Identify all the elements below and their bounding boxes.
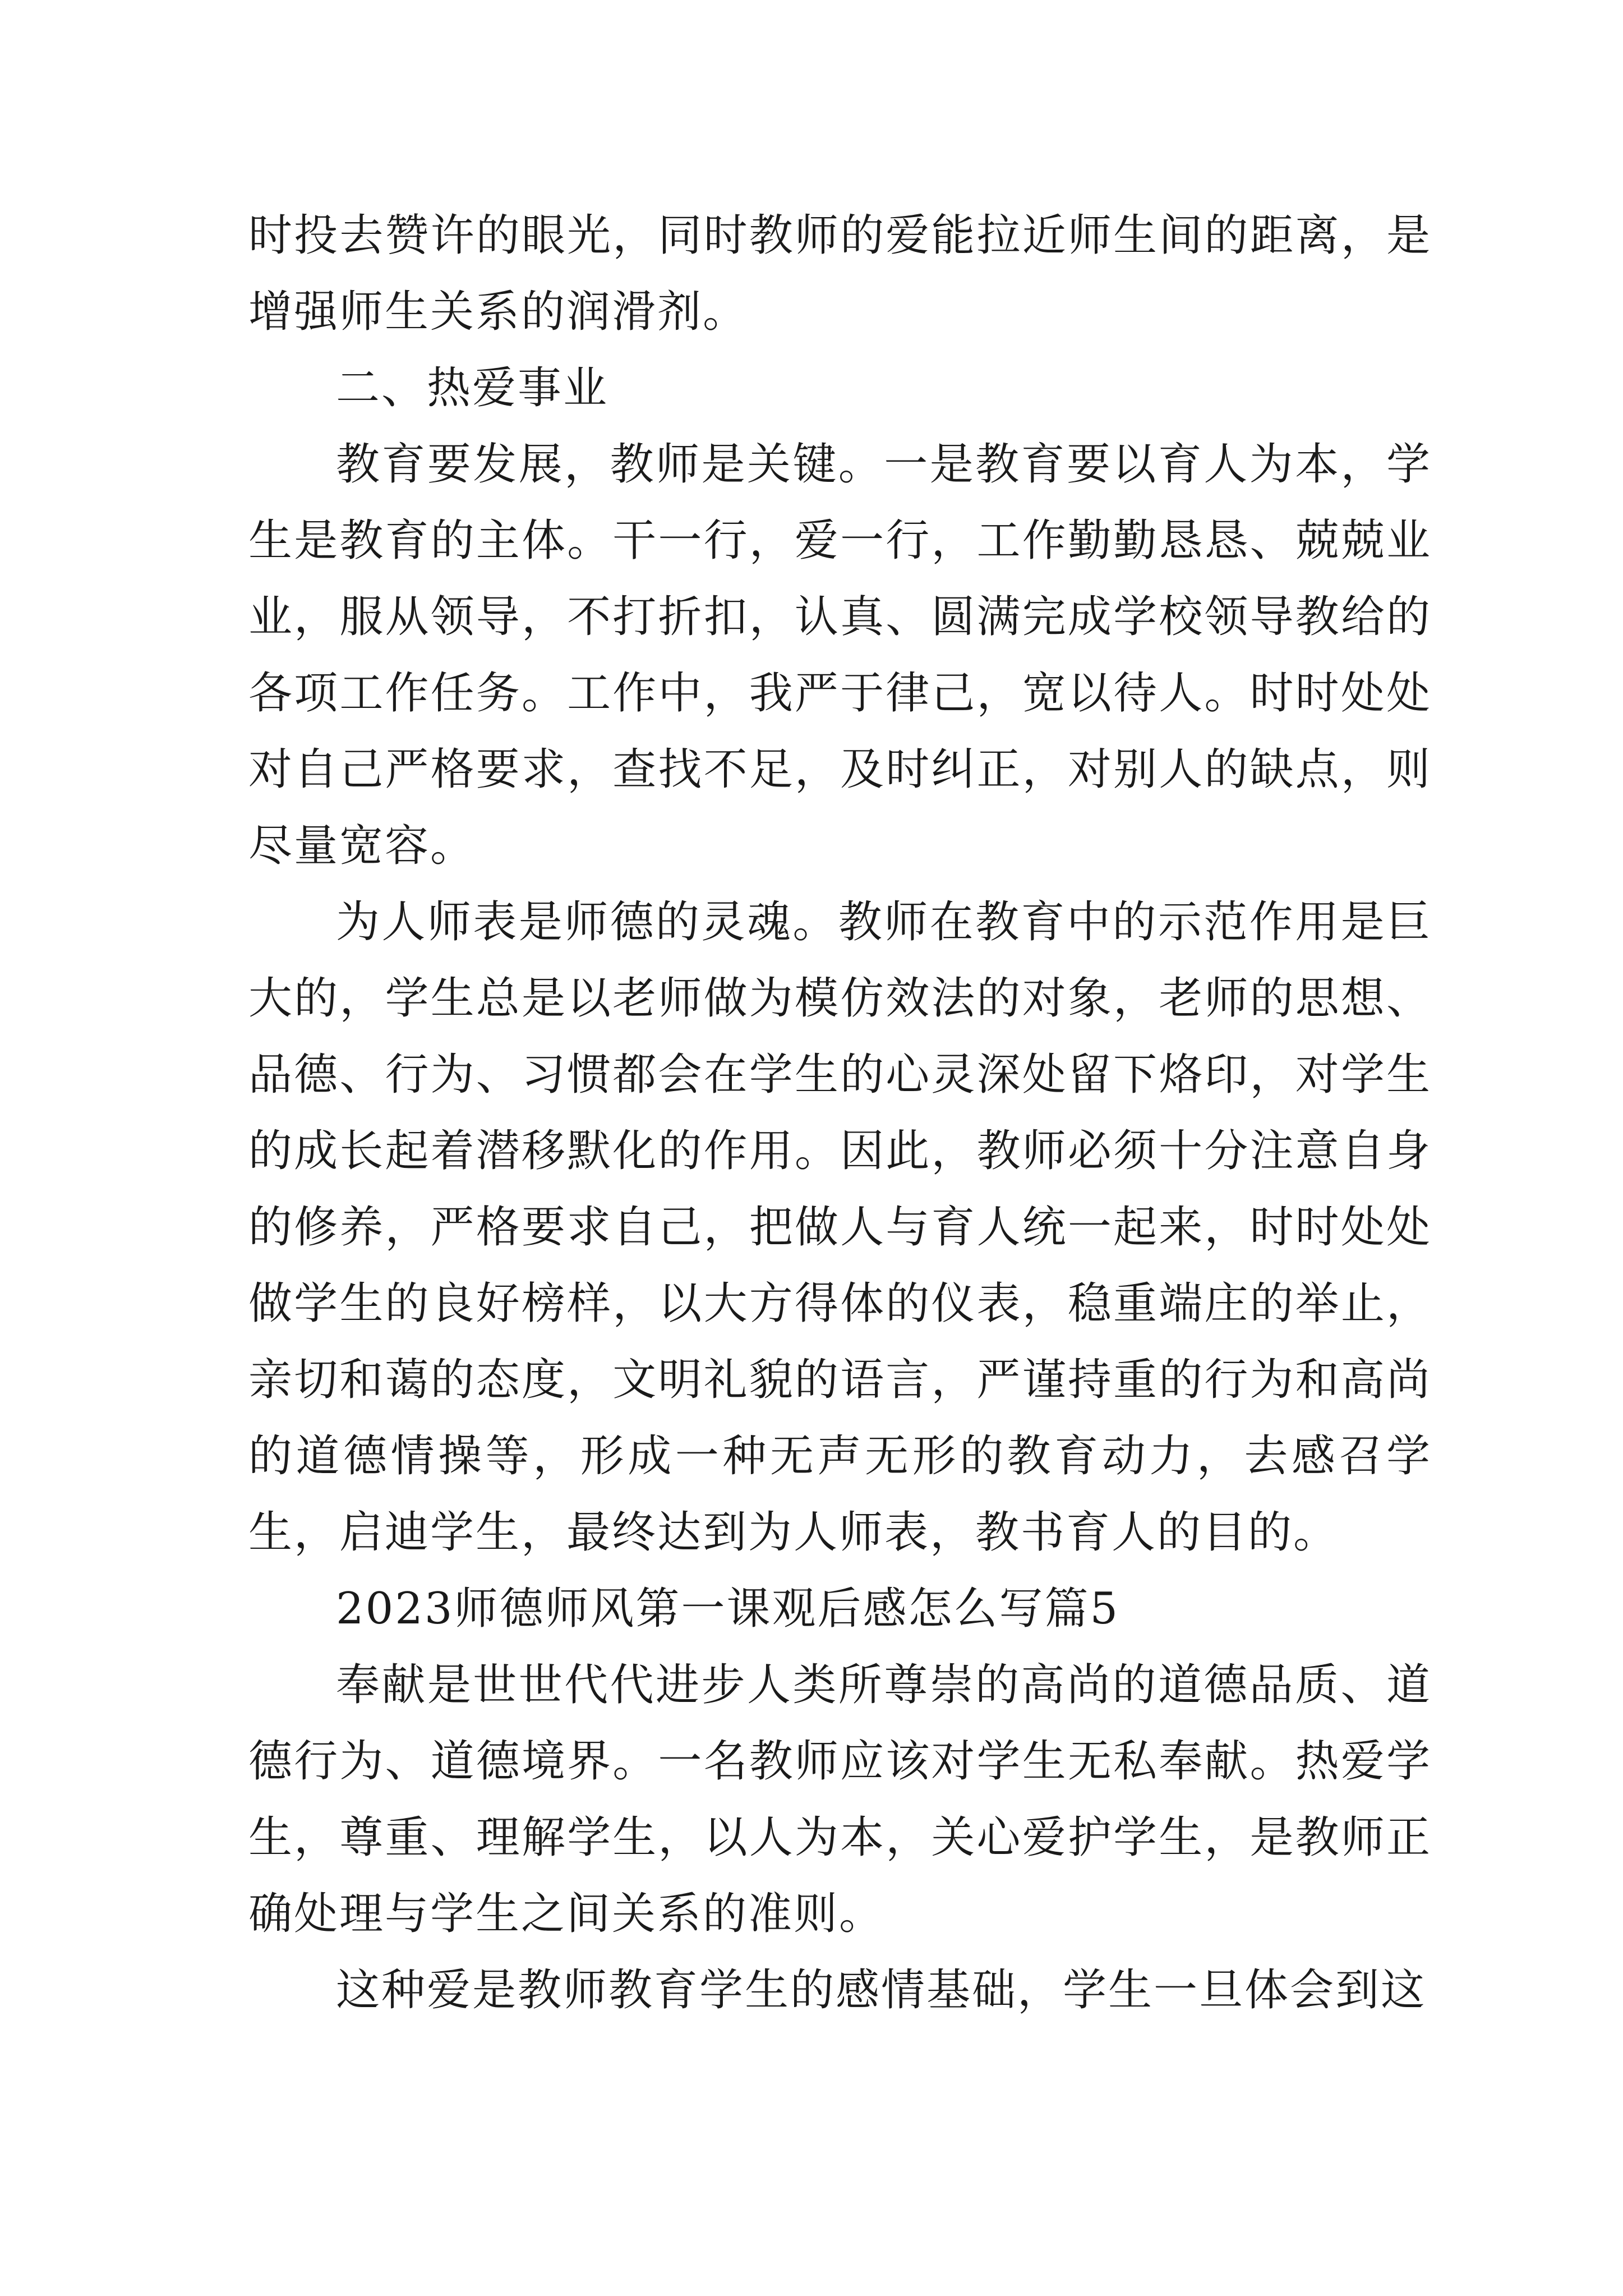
paragraph-role-model: 为人师表是师德的灵魂。教师在教育中的示范作用是巨大的，学生总是以老师做为模仿效法的对象，老师的思想、品德、行为、习惯都会在学生的心灵深处留下烙印，对学生的成长起着潜移默化的作用。因此，教师必须十分注意自身的修养，严格要求自己，把做人与育人统一起来，时时处处做学生的良好榜样，以大方得体的仪表，稳重端庄的举止，亲切和蔼的态度，文明礼貌的语言，严谨持重的行为和高尚的道德情操等，形成一种无声无形的教育动力，去感召学生，启迪学生，最终达到为人师表，教书育人的目的。: [248, 897, 1432, 1558]
paragraph-love-foundation: 这种爱是教师教育学生的感情基础，学生一旦体会到这: [336, 1965, 1427, 2016]
paragraph-dedication: 奉献是世世代代进步人类所尊崇的高尚的道德品质、道德行为、道德境界。一名教师应该对学生无私奉献。热爱学生，尊重、理解学生，以人为本，关心爱护学生，是教师正确处理与学生之间关系的准则。: [248, 1660, 1432, 1939]
section-heading-love-career: 二、热爱事业: [336, 363, 609, 413]
document-body: [248, 197, 1432, 2028]
paragraph-continuation: 时投去赞许的眼光，同时教师的爱能拉近师生间的距离，是增强师生关系的润滑剂。: [248, 210, 1432, 337]
paragraph-education-development: 教育要发展，教师是关键。一是教育要以育人为本，学生是教育的主体。干一行，爱一行，工作勤勤恳恳、兢兢业业，服从领导，不打折扣，认真、圆满完成学校领导教给的各项工作任务。工作中，我严于律己，宽以待人。时时处处对自己严格要求，查找不足，及时纠正，对别人的缺点，则尽量宽容。: [248, 439, 1432, 871]
article-title-part-5: 2023师德师风第一课观后感怎么写篇5: [336, 1584, 1120, 1634]
